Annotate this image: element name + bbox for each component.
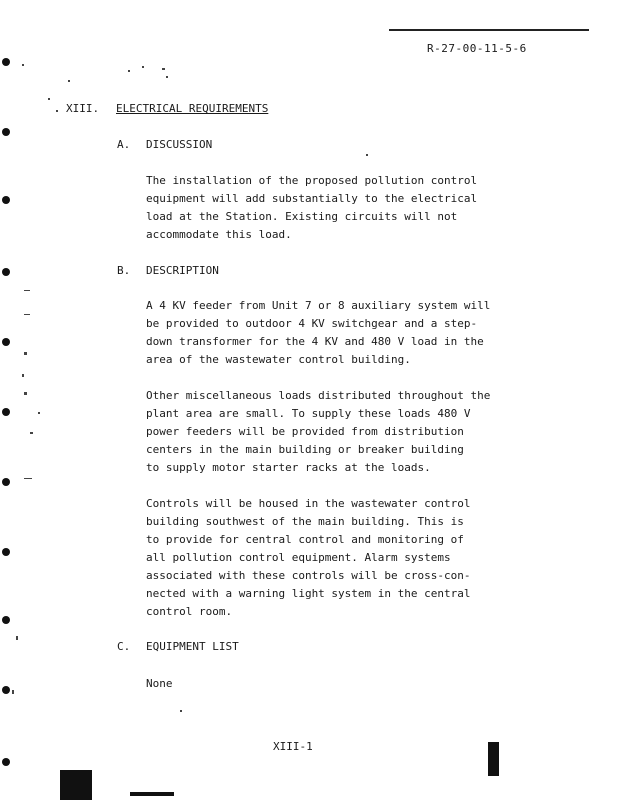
scan-speck — [48, 98, 50, 100]
text-line: to supply motor starter racks at the loads. — [146, 461, 431, 474]
subsection-c-title: EQUIPMENT LIST — [146, 640, 239, 653]
punch-hole — [2, 408, 10, 416]
text-line: down transformer for the 4 KV and 480 V load in the — [146, 335, 484, 348]
punch-hole — [2, 58, 10, 66]
subsection-b-letter: B. — [117, 264, 131, 277]
text-line: all pollution control equipment. Alarm systems — [146, 551, 451, 564]
text-line: control room. — [146, 605, 233, 618]
text-line: nected with a warning light system in the central — [146, 587, 471, 600]
scan-speck — [24, 392, 27, 395]
text-line: Controls will be housed in the wastewater control — [146, 497, 471, 510]
text-line: to provide for central control and monitoring of — [146, 533, 464, 546]
text-line: accommodate this load. — [146, 228, 292, 241]
description-paragraph-1 — [146, 297, 526, 369]
scan-block — [488, 742, 499, 776]
scan-speck — [24, 478, 32, 479]
scan-speck — [24, 352, 27, 355]
text-line: building southwest of the main building. This is — [146, 515, 464, 528]
description-paragraph-2 — [146, 387, 526, 477]
punch-hole — [2, 338, 10, 346]
discussion-paragraph — [146, 172, 526, 244]
scan-block — [60, 770, 92, 800]
scan-block — [130, 792, 174, 796]
text-line: be provided to outdoor 4 KV switchgear and a step- — [146, 317, 478, 330]
scan-speck — [22, 374, 24, 377]
text-line: Other miscellaneous loads distributed throughout the — [146, 389, 491, 402]
scan-speck — [142, 66, 144, 68]
scan-speck — [38, 412, 40, 414]
subsection-c-letter: C. — [117, 640, 131, 653]
equipment-list-paragraph — [146, 675, 526, 693]
text-line: equipment will add substantially to the electrical — [146, 192, 478, 205]
description-paragraph-3 — [146, 495, 526, 621]
scan-speck — [68, 80, 70, 82]
subsection-b-title: DESCRIPTION — [146, 264, 219, 277]
text-line: plant area are small. To supply these loads 480 V — [146, 407, 471, 420]
section-number: XIII. — [66, 102, 100, 115]
subsection-a-title: DISCUSSION — [146, 138, 213, 151]
text-line: None — [146, 677, 173, 690]
document-number: R-27-00-11-5-6 — [427, 42, 527, 55]
scan-speck — [24, 314, 30, 315]
scan-speck — [166, 76, 168, 78]
text-line: A 4 KV feeder from Unit 7 or 8 auxiliary system will — [146, 299, 491, 312]
punch-hole — [2, 616, 10, 624]
punch-hole — [2, 128, 10, 136]
scan-speck — [180, 710, 182, 712]
punch-hole — [2, 548, 10, 556]
text-line: load at the Station. Existing circuits will not — [146, 210, 458, 223]
scan-speck — [12, 690, 14, 694]
scan-speck — [128, 70, 130, 72]
punch-hole — [2, 196, 10, 204]
text-line: associated with these controls will be cross-con- — [146, 569, 471, 582]
text-line: area of the wastewater control building. — [146, 353, 411, 366]
page-number: XIII-1 — [273, 740, 313, 753]
subsection-a-letter: A. — [117, 138, 131, 151]
scan-speck — [366, 154, 368, 156]
text-line: centers in the main building or breaker building — [146, 443, 464, 456]
scan-speck — [24, 290, 30, 291]
scan-speck — [162, 68, 165, 70]
text-line: The installation of the proposed pollution control — [146, 174, 478, 187]
scan-speck — [56, 110, 58, 112]
scan-speck — [30, 432, 33, 434]
text-line: power feeders will be provided from distribution — [146, 425, 464, 438]
punch-hole — [2, 478, 10, 486]
punch-hole — [2, 758, 10, 766]
header-rule — [389, 29, 589, 31]
scan-speck — [22, 64, 24, 66]
section-title: ELECTRICAL REQUIREMENTS — [116, 102, 269, 115]
punch-hole — [2, 686, 10, 694]
scan-speck — [16, 636, 18, 640]
punch-hole — [2, 268, 10, 276]
